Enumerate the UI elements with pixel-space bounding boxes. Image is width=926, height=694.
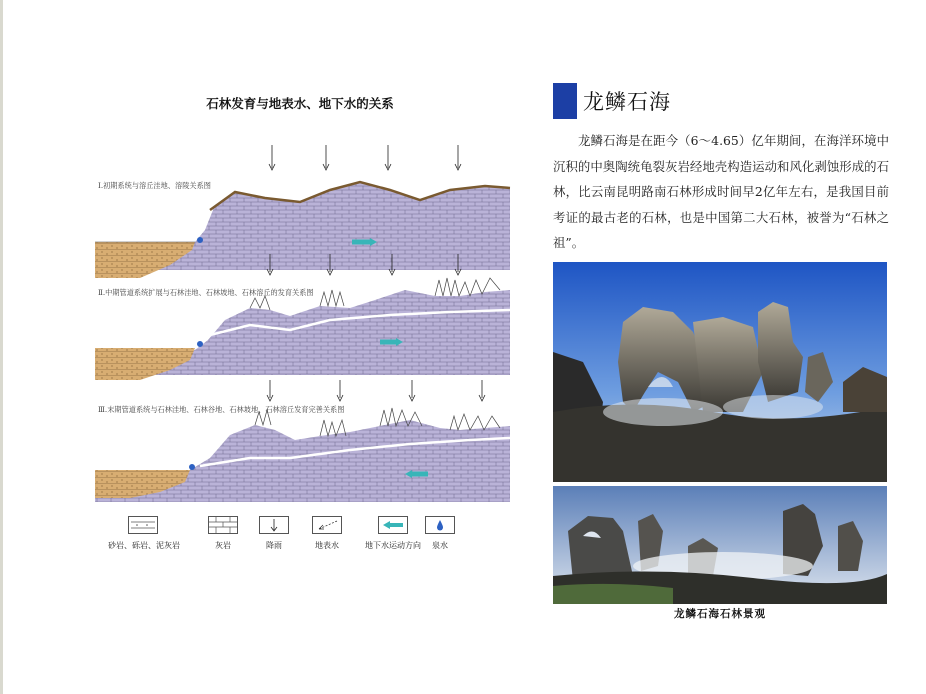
limestone-icon	[208, 516, 238, 534]
stage-label-1: Ⅰ.初期系统与溶丘洼地、溶陵关系图	[98, 181, 211, 190]
page-fold	[0, 0, 3, 694]
photo-caption: 龙鳞石海石林景观	[674, 608, 766, 620]
rain-arrows-stage-3	[267, 380, 485, 401]
stone-forest-photo-1	[553, 262, 887, 482]
sandstone-icon	[128, 516, 158, 534]
legend-item-sandstone: 砂岩、砾岩、泥灰岩	[108, 516, 178, 551]
rain-arrows-stage-1	[269, 145, 461, 170]
title-accent-bar	[553, 83, 577, 119]
surface-water-arrow-icon	[312, 516, 342, 534]
legend-item-spring: 泉水	[420, 516, 460, 551]
stone-forest-photo-2	[553, 486, 887, 604]
stage-label-2: Ⅱ.中期管道系统扩展与石林洼地、石林坡地、石林溶丘的发育关系图	[98, 288, 314, 297]
spring-3	[189, 464, 195, 470]
diagram-legend	[108, 516, 488, 556]
groundwater-arrow-icon	[378, 516, 408, 534]
legend-item-rain: 降雨	[254, 516, 294, 551]
legend-item-groundwater: 地下水运动方向	[356, 516, 430, 551]
article-body: 龙鳞石海是在距今（6～4.65）亿年期间，在海洋环境中沉积的中奥陶统龟裂灰岩经地壳构造运动和风化剥蚀形成的石林，比云南昆明路南石林形成时间早2亿年左右，是我国目前考证的最古老的石林，也是中国第二大石林，被誉为“石林之祖”。	[553, 133, 889, 250]
cross-section-stage-1	[95, 182, 510, 278]
diagram-title: 石林发育与地表水、地下水的关系	[206, 96, 394, 111]
spring-2	[197, 341, 203, 347]
legend-item-limestone: 灰岩	[198, 516, 248, 551]
spring-drop-icon	[425, 516, 455, 534]
article-title: 龙鳞石海	[583, 90, 671, 114]
cross-section-stage-3	[95, 408, 510, 502]
spring-1	[197, 237, 203, 243]
stage-label-3: Ⅲ.末期管道系统与石林洼地、石林谷地、石林坡地、石林溶丘发育完善关系图	[98, 405, 345, 414]
legend-item-surface-water: 地表水	[304, 516, 350, 551]
rain-arrow-icon	[259, 516, 289, 534]
